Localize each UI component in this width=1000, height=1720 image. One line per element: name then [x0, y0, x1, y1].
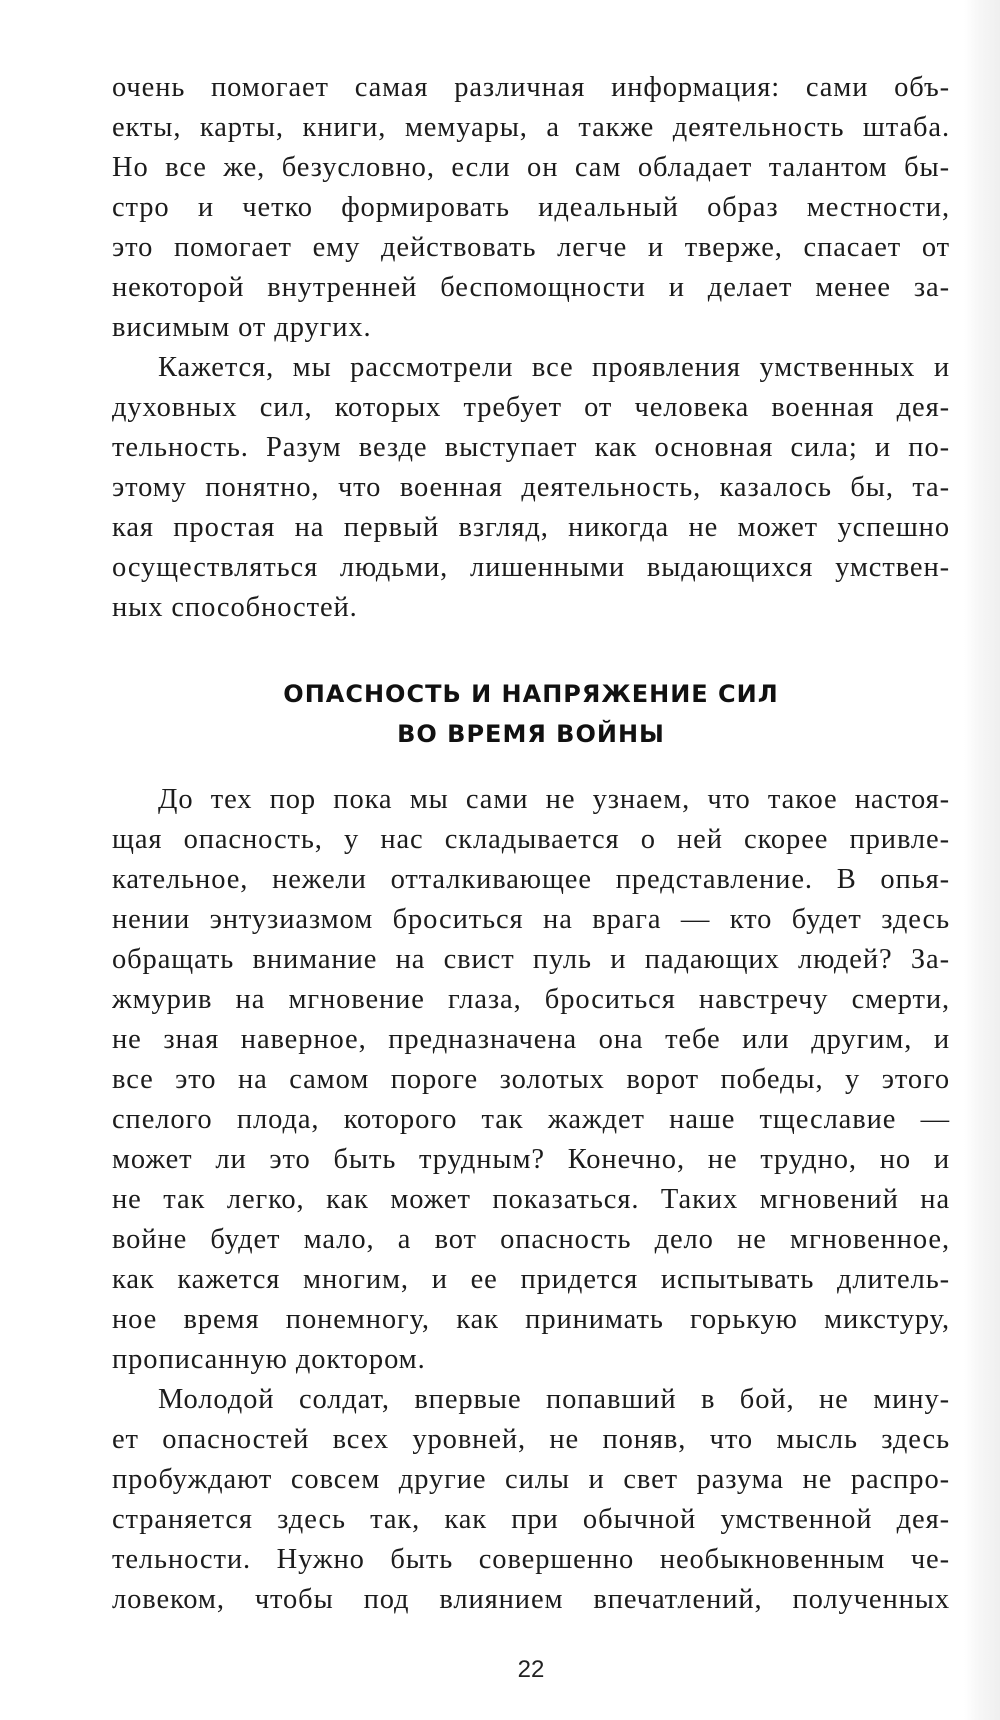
text-line: это помогает ему действовать легче и тверже, спасает от — [112, 232, 950, 263]
text-line: кая простая на первый взгляд, никогда не может успешно — [112, 512, 950, 543]
text-line: ет опасностей всех уровней, не поняв, что мысль здесь — [112, 1424, 950, 1455]
text-line: может ли это быть трудным? Конечно, не трудно, но и — [112, 1144, 950, 1175]
text-line: спелого плода, которого так жаждет наше тщеславие — — [112, 1104, 950, 1135]
text-line: Кажется, мы рассмотрели все проявления умственных и — [158, 352, 950, 383]
text-line: ное время понемногу, как принимать горькую микстуру, — [112, 1304, 950, 1335]
text-line: висимым от других. — [112, 312, 372, 343]
text-line: как кажется многим, и ее придется испытывать длитель- — [112, 1264, 950, 1295]
text-line: Молодой солдат, впервые попавший в бой, не мину- — [158, 1384, 950, 1415]
text-line: ных способностей. — [112, 592, 358, 623]
text-line: екты, карты, книги, мемуары, а также деятельность штаба. — [112, 112, 950, 143]
page-edge-shadow — [964, 0, 1000, 1720]
text-line: не зная наверное, предназначена она тебе или другим, и — [112, 1024, 950, 1055]
text-line: До тех пор пока мы сами не узнаем, что такое настоя- — [158, 784, 950, 815]
text-line: не так легко, как может показаться. Таких мгновений на — [112, 1184, 950, 1215]
text-line: стро и четко формировать идеальный образ местности, — [112, 192, 950, 223]
text-line: очень помогает самая различная информация: сами объ- — [112, 72, 950, 103]
text-line: жмурив на мгновение глаза, броситься навстречу смерти, — [112, 984, 950, 1015]
text-line: духовных сил, которых требует от человека военная дея- — [112, 392, 950, 423]
text-line: тельность. Разум везде выступает как основная сила; и по- — [112, 432, 950, 463]
text-line: нении энтузиазмом броситься на врага — кто будет здесь — [112, 904, 950, 935]
text-line: прописанную доктором. — [112, 1344, 426, 1375]
text-line: этому понятно, что военная деятельность, казалось бы, та- — [112, 472, 950, 503]
text-line: войне будет мало, а вот опасность дело не мгновенное, — [112, 1224, 950, 1255]
text-line: все это на самом пороге золотых ворот победы, у этого — [112, 1064, 950, 1095]
text-line: некоторой внутренней беспомощности и делает менее за- — [112, 272, 950, 303]
text-line: Но все же, безусловно, если он сам обладает талантом бы- — [112, 152, 950, 183]
text-line: кательное, нежели отталкивающее представление. В опья- — [112, 864, 950, 895]
page-number: 22 — [517, 1656, 545, 1683]
text-line: осуществляться людьми, лишенными выдающихся умствен- — [112, 552, 950, 583]
text-line: страняется здесь так, как при обычной умственной дея- — [112, 1504, 950, 1535]
text-line: ловеком, чтобы под влиянием впечатлений, полученных — [112, 1584, 950, 1615]
text-line: обращать внимание на свист пуль и падающих людей? За- — [112, 944, 950, 975]
text-line: щая опасность, у нас складывается о ней скорее привле- — [112, 824, 950, 855]
section-heading-line: ВО ВРЕМЯ ВОЙНЫ — [397, 720, 665, 748]
text-line: тельности. Нужно быть совершенно необыкновенным че- — [112, 1544, 950, 1575]
text-line: пробуждают совсем другие силы и свет разума не распро- — [112, 1464, 950, 1495]
section-heading-line: ОПАСНОСТЬ И НАПРЯЖЕНИЕ СИЛ — [283, 680, 779, 708]
